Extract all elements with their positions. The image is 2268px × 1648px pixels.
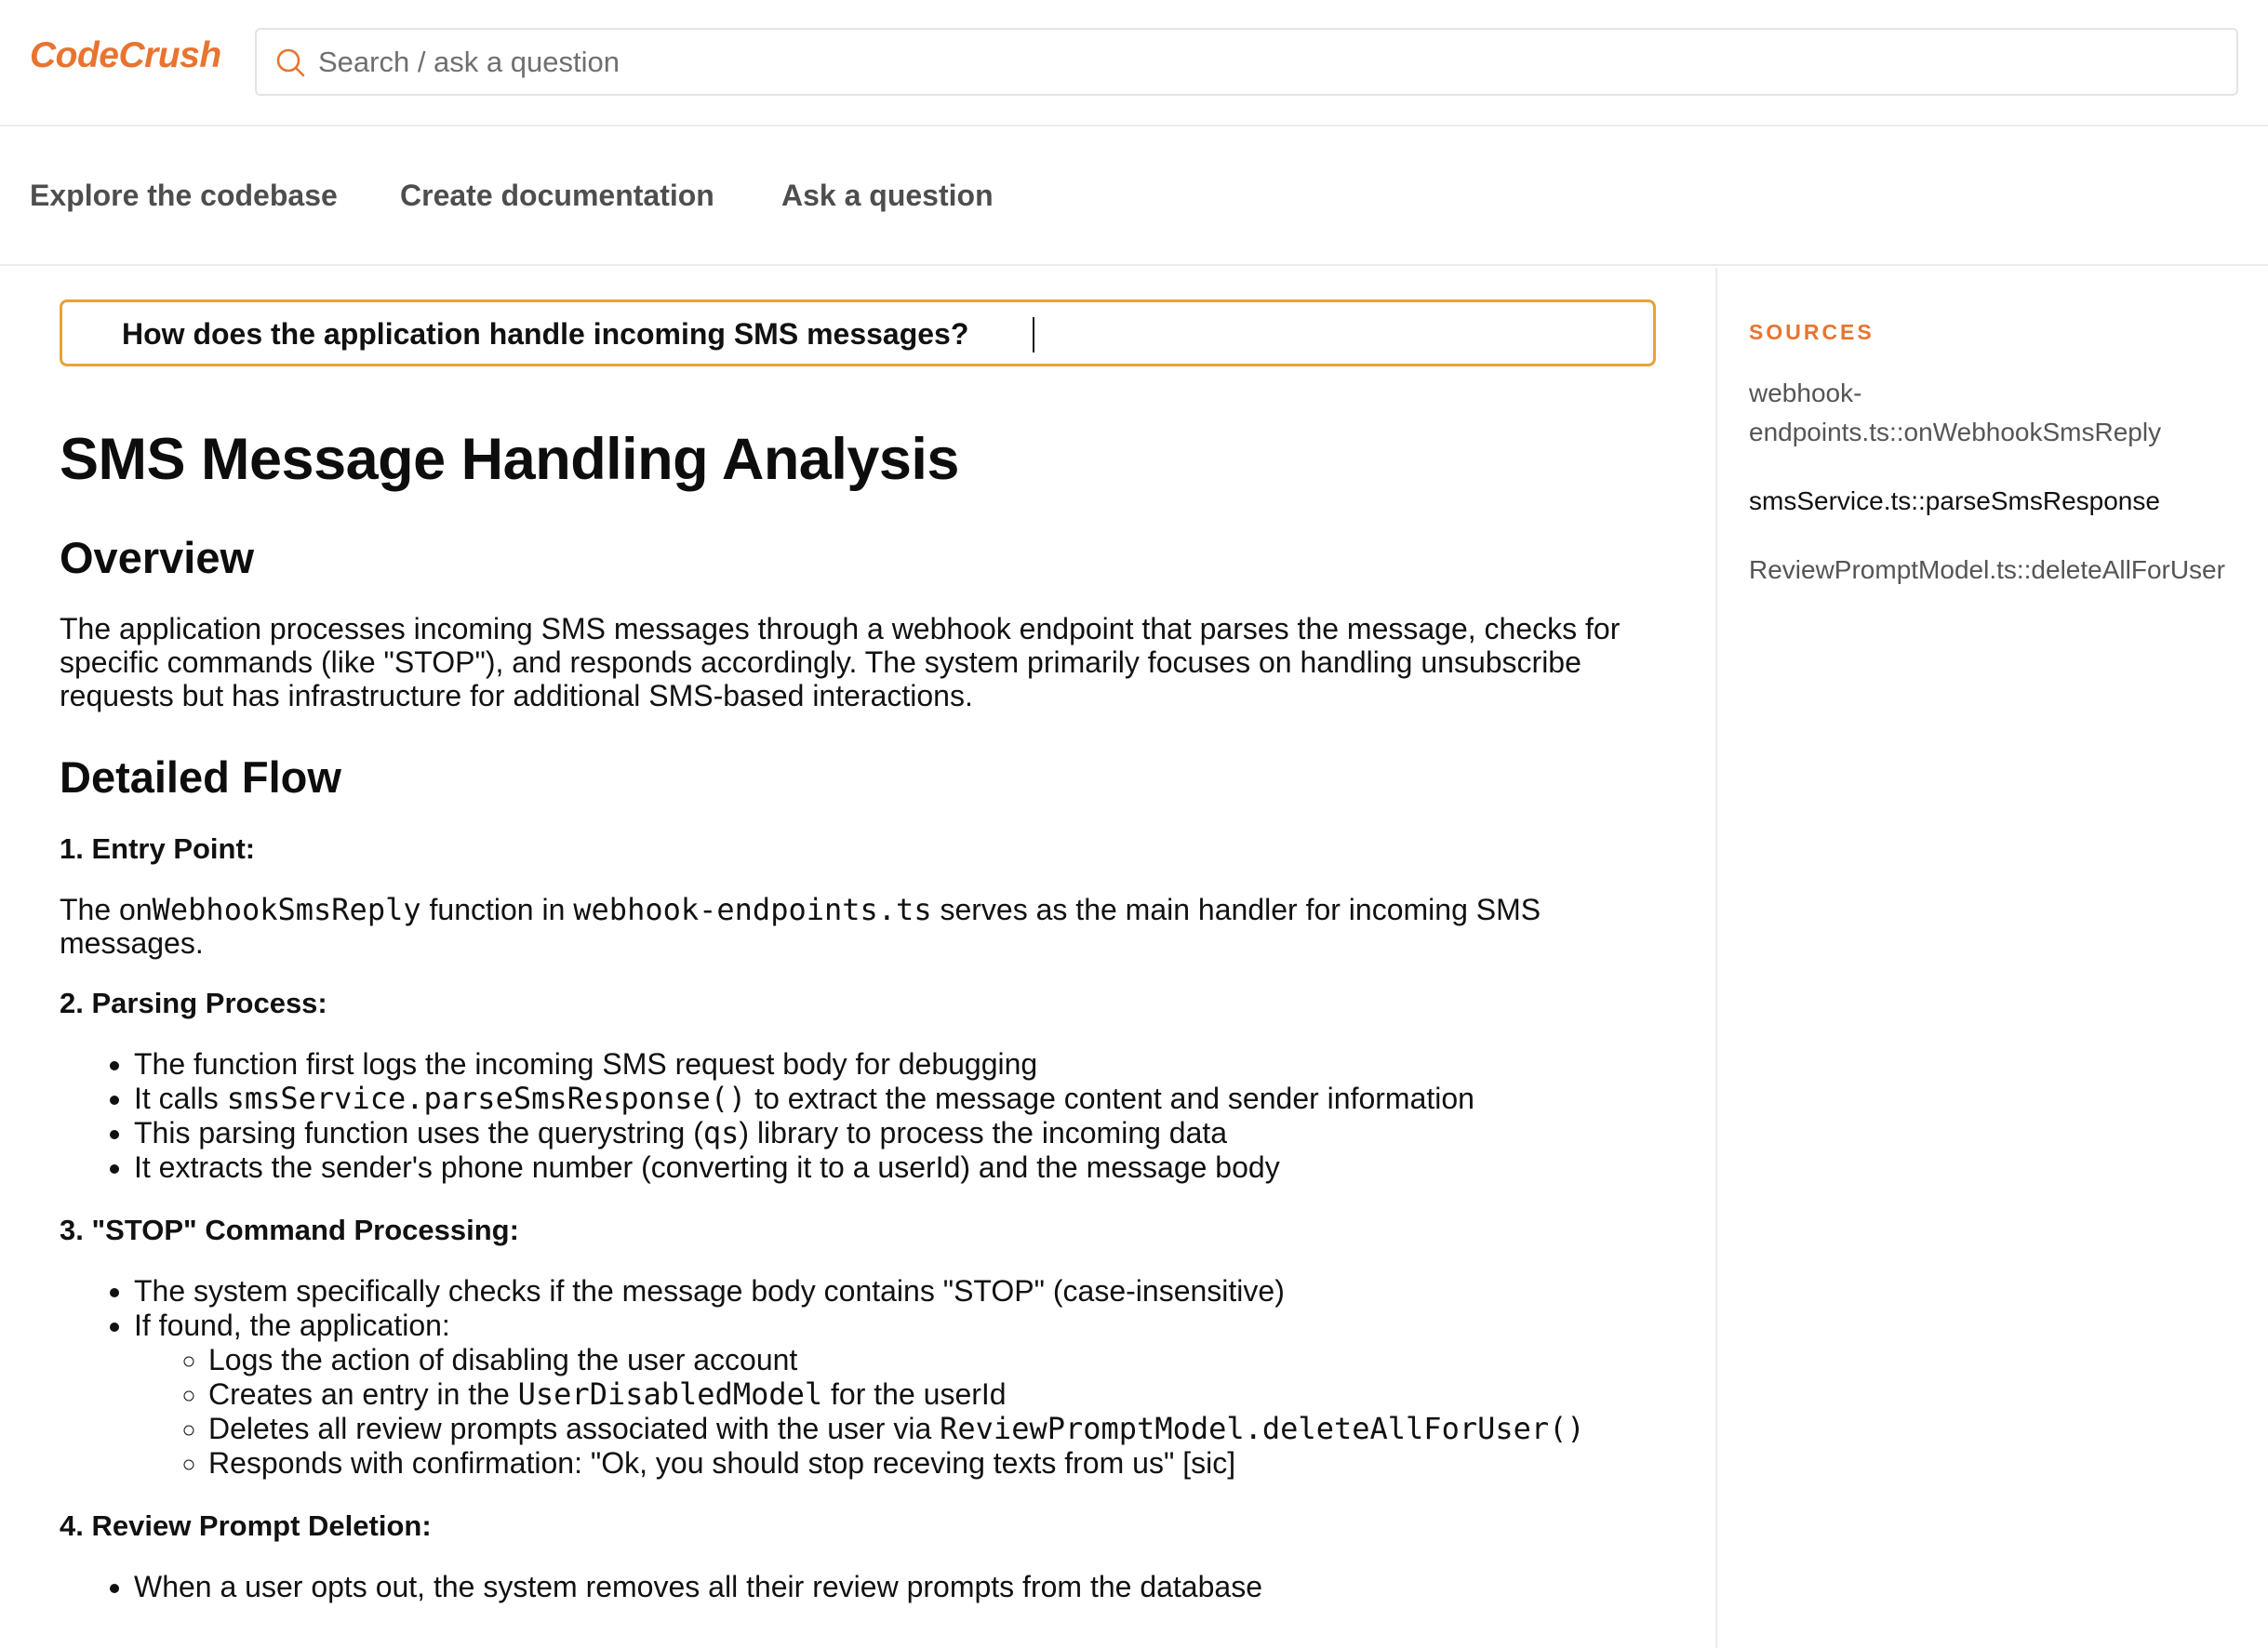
overview-heading: Overview xyxy=(60,533,255,582)
source-link[interactable]: webhook-endpoints.ts::onWebhookSmsReply xyxy=(1749,379,2162,446)
stop-heading: 3. "STOP" Command Processing: xyxy=(60,1214,519,1246)
overview-text: The application processes incoming SMS messages through a webhook endpoint that parses the message, checks for specific commands (like "STOP"), and responds accordingly. The system primarily focuses on handling unsubscribe requests but has infrastructure for additional SMS-based interactions. xyxy=(60,612,1621,712)
stop-sublist xyxy=(134,1343,1660,1481)
entry-text-part: function in xyxy=(420,893,574,926)
deletion-heading: 4. Review Prompt Deletion: xyxy=(60,1509,432,1542)
nav-create-documentation[interactable]: Create documentation xyxy=(400,179,714,212)
inline-code: smsService.parseSmsResponse() xyxy=(226,1081,747,1116)
main-content xyxy=(0,268,1715,1648)
inline-code: qs xyxy=(702,1115,740,1150)
answer-title: SMS Message Handling Analysis xyxy=(60,427,959,492)
parsing-heading: 2. Parsing Process: xyxy=(60,987,327,1019)
list-text: Deletes all review prompts associated with the user via xyxy=(208,1412,941,1445)
list-text: This parsing function uses the querystring ( xyxy=(134,1116,703,1150)
list-text: to extract the message content and sender information xyxy=(746,1082,1474,1115)
list-item: ◦ Logs the action of disabling the user account xyxy=(208,1343,1660,1377)
list-item xyxy=(208,1412,1660,1446)
list-item: • The function first logs the incoming SMS request body for debugging xyxy=(134,1047,1660,1082)
list-text: It calls xyxy=(134,1082,227,1115)
entry-point-text xyxy=(60,893,1660,960)
entry-text-part: The on xyxy=(60,893,153,926)
list-item xyxy=(134,1309,1660,1481)
file-name-code: webhook-endpoints.ts xyxy=(573,892,932,927)
list-item: • The system specifically checks if the message body contains "STOP" (case-insensitive) xyxy=(134,1274,1660,1309)
answer-body xyxy=(60,426,1660,1604)
list-text: If found, the application: xyxy=(134,1309,450,1342)
search-input[interactable] xyxy=(316,35,2214,89)
entry-text-part: serves as the main handler for incoming SMS messages. xyxy=(60,893,1541,960)
inline-code: UserDisabledModel xyxy=(517,1376,823,1412)
search-box[interactable] xyxy=(255,28,2238,96)
logo[interactable]: CodeCrush xyxy=(30,35,221,75)
nav-explore-codebase[interactable]: Explore the codebase xyxy=(30,179,338,212)
source-link[interactable]: ReviewPromptModel.ts::deleteAllForUser xyxy=(1749,555,2225,584)
list-text: Creates an entry in the xyxy=(208,1377,518,1411)
sources-title: SOURCES xyxy=(1749,320,1874,344)
list-item xyxy=(134,1116,1660,1150)
parsing-list xyxy=(60,1047,1660,1185)
function-name-code: WebhookSmsReply xyxy=(152,892,421,927)
list-text: ) library to process the incoming data xyxy=(739,1116,1228,1150)
deletion-list xyxy=(60,1570,1660,1604)
list-item: • When a user opts out, the system removes all their review prompts from the database xyxy=(134,1570,1660,1604)
source-link[interactable]: smsService.ts::parseSmsResponse xyxy=(1749,486,2160,515)
text-caret xyxy=(1033,317,1034,352)
question-input[interactable] xyxy=(120,310,1627,358)
list-item: • It extracts the sender's phone number (converting it to a userId) and the message body xyxy=(134,1150,1660,1185)
main-nav xyxy=(0,128,2268,266)
entry-point-heading: 1. Entry Point: xyxy=(60,832,256,865)
top-header xyxy=(0,0,2268,126)
sources-sidebar xyxy=(1715,268,2268,1648)
list-text: for the userId xyxy=(822,1377,1007,1411)
list-item: ◦ Responds with confirmation: "Ok, you should stop receving texts from us" [sic] xyxy=(208,1446,1660,1481)
stop-list xyxy=(60,1274,1660,1481)
inline-code: ReviewPromptModel.deleteAllForUser() xyxy=(940,1411,1585,1446)
list-item xyxy=(208,1377,1660,1412)
detailed-flow-heading: Detailed Flow xyxy=(60,752,341,802)
nav-ask-question[interactable]: Ask a question xyxy=(781,179,994,212)
search-icon xyxy=(273,46,307,79)
question-box[interactable] xyxy=(60,299,1656,366)
list-item xyxy=(134,1082,1660,1116)
